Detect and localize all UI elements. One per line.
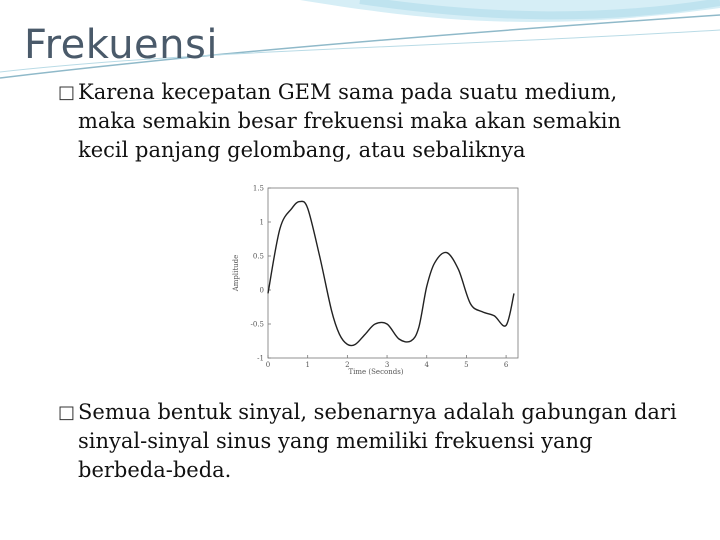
y-tick-label: 0 [259,286,264,295]
x-tick-label: 6 [503,361,509,369]
x-tick-label: 0 [265,361,271,369]
y-tick-label: 1.5 [252,184,264,193]
signal-chart [228,178,530,378]
y-tick-label: -1 [257,354,264,363]
bullet-marker-icon: □ [58,82,76,103]
y-axis-label: Amplitude [232,254,240,292]
chart-background [228,178,530,378]
x-tick-label: 2 [345,361,350,369]
bullet-text: Karena kecepatan GEM sama pada suatu medium, maka semakin besar frekuensi maka akan semakin kecil panjang gelombang, atau sebaliknya [78,80,622,162]
slide-title: Frekuensi [24,22,218,68]
y-tick-label: 0.5 [252,252,264,261]
bullet-item [58,78,678,165]
x-axis-label: Time (Seconds) [348,368,404,376]
x-tick-label: 4 [424,361,429,369]
x-tick-label: 1 [305,361,310,369]
x-tick-label: 3 [384,361,390,369]
bullet-item [58,398,678,485]
y-tick-label: -0.5 [250,320,264,329]
bullet-marker-icon: □ [58,402,76,423]
bullet-text: Semua bentuk sinyal, sebenarnya adalah gabungan dari sinyal-sinyal sinus yang memiliki frekuensi yang berbeda-beda. [78,400,677,482]
y-tick-label: 1 [259,218,264,227]
x-tick-label: 5 [464,361,469,369]
